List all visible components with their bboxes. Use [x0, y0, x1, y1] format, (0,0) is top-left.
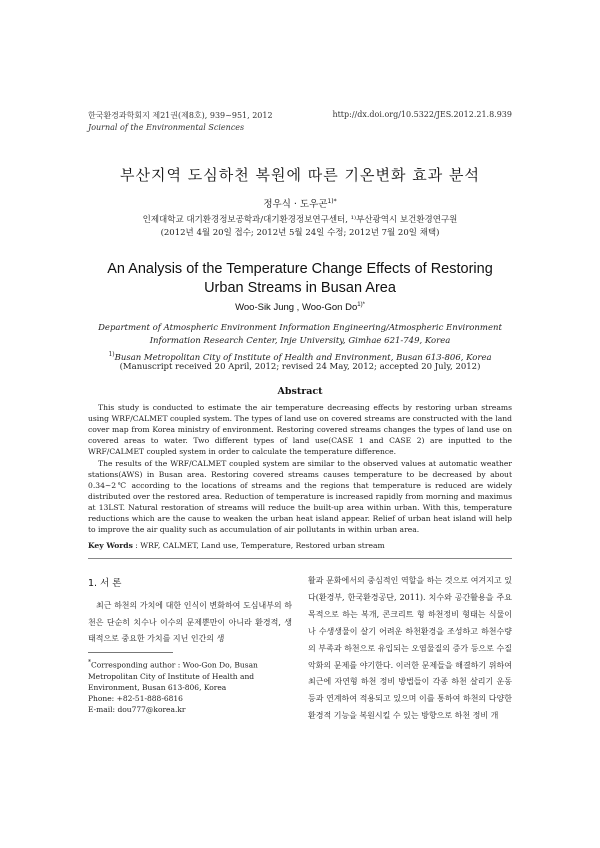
footnote-author-text: Corresponding author : Woo-Gon Do, Busan Metropolitan City of Institute of Health and Environment, Busan 613-806, Korea: [88, 660, 258, 692]
english-affiliation-2-sup: 1): [108, 351, 115, 358]
english-title-line2: Urban Streams in Busan Area: [204, 280, 396, 296]
english-affiliation: [80, 322, 520, 365]
english-dates: (Manuscript received 20 April, 2012; revised 24 May, 2012; accepted 20 July, 2012): [119, 362, 481, 372]
korean-author-names: 정우식 · 도우곤: [263, 199, 328, 210]
footnote-sup: *: [88, 659, 91, 666]
abstract-paragraph-2: The results of the WRF/CALMET coupled system are similar to the observed values at automatic weather stations(AWS) in Busan area. Restoring covered streams causes temperature to be decreased by about 0.34~2℃ according to the locations of streams and the regions that temperature is reduced are widely distributed over the restored area. Reduction of temperature is increased rapidly from morning and maximus at 13LST. Natural restoration of streams will reduce the built-up area within urban. With this, temperature reductions which are the cause to weaken the urban heat island appear. Relief of urban heat island will help to improve the air quality such as accumulation of air pollutants in within urban area.: [88, 459, 512, 534]
english-authors: [0, 302, 600, 313]
footnote-divider: [88, 652, 173, 653]
footnote-phone: Phone: +82-51-888-6816: [88, 693, 183, 703]
intro-paragraph-left: 최근 하천의 가치에 대한 인식이 변화하여 도심내부의 하천은 단순히 치수나 이수의 문제뿐만이 아니라 환경적, 생태적으로 중요한 가치를 지닌 인간의 생: [88, 601, 292, 643]
english-author-sup: 1)*: [357, 302, 365, 308]
english-affiliation-1: Department of Atmospheric Environment Information Engineering/Atmospheric Environment Information Research Center, Inje University, Gimhae 621-749, Korea: [98, 323, 502, 346]
section-heading-introduction: 1. 서 론: [88, 578, 122, 589]
korean-authors: [0, 196, 600, 210]
korean-title: 부산지역 도심하천 복원에 따른 기온변화 효과 분석: [120, 166, 480, 184]
keywords-label: Key Words: [88, 541, 133, 550]
korean-author-sup: 1)*: [327, 197, 337, 205]
keywords: [88, 541, 512, 550]
english-title-line1: An Analysis of the Temperature Change Effects of Restoring: [107, 261, 493, 277]
abstract-paragraph-1: This study is conducted to estimate the air temperature decreasing effects by restoring urban streams using WRF/CALMET coupled system. The types of land use on covered streams are constructed with the land cover map from Korea ministry of environment. Restoring covered streams changes the types of land use on covered areas to water. Two different types of land use(CASE 1 and CASE 2) are inputted to the WRF/CALMET coupled system in order to calculate the temperature difference.: [88, 403, 512, 456]
footnote-author: [88, 657, 292, 693]
english-author-names: Woo-Sik Jung , Woo-Gon Do: [235, 302, 358, 314]
journal-name-kr: 한국환경과학회지 제21권(제8호), 939~951, 2012: [88, 111, 273, 120]
journal-header: [88, 110, 273, 134]
korean-affiliation: 인제대학교 대기환경정보공학과/대기환경정보연구센터, ¹⁾부산광역시 보건환경연구원: [142, 215, 458, 225]
footnote-email[interactable]: E-mail: dou777@korea.kr: [88, 704, 186, 714]
english-affiliation-2: Busan Metropolitan City of Institute of Health and Environment, Busan 613-806, Korea: [114, 352, 492, 363]
body-column-right: [308, 573, 512, 725]
abstract-body: [88, 402, 512, 535]
korean-dates: (2012년 4월 20일 접수; 2012년 5월 24일 수정; 2012년 7월 20일 채택): [160, 228, 440, 238]
keywords-text: : WRF, CALMET, Land use, Temperature, Restored urban stream: [132, 541, 385, 550]
section-divider: [88, 558, 512, 559]
doi-link[interactable]: http://dx.doi.org/10.5322/JES.2012.21.8.939: [332, 110, 512, 119]
english-title: [0, 260, 600, 298]
abstract-heading: Abstract: [277, 386, 323, 397]
journal-name-en: Journal of the Environmental Sciences: [88, 123, 245, 132]
intro-paragraph-right: 활과 문화에서의 중심적인 역할을 하는 것으로 여겨지고 있다(환경부, 한국환경공단, 2011). 치수와 공간활용을 주요 목적으로 하는 복개, 콘크리트 형 하천정비 형태는 식물이나 수생생물이 살기 어려운 하천환경을 조성하고 하천수량의 부족과 하천으로 유입되는 오염물질의 증가 등으로 수질악화의 문제를 야기한다. 이러한 문제들을 해결하기 위하여 최근에 자연형 하천 정비 방법들이 각종 하천 살리기 운동 등과 연계하여 적용되고 있으며 이를 통하여 하천의 다양한 환경적 기능을 복원시킬 수 있는 방향으로 하천 정비 개: [308, 576, 512, 721]
body-column-left: [88, 598, 292, 648]
footnote: [88, 657, 292, 715]
